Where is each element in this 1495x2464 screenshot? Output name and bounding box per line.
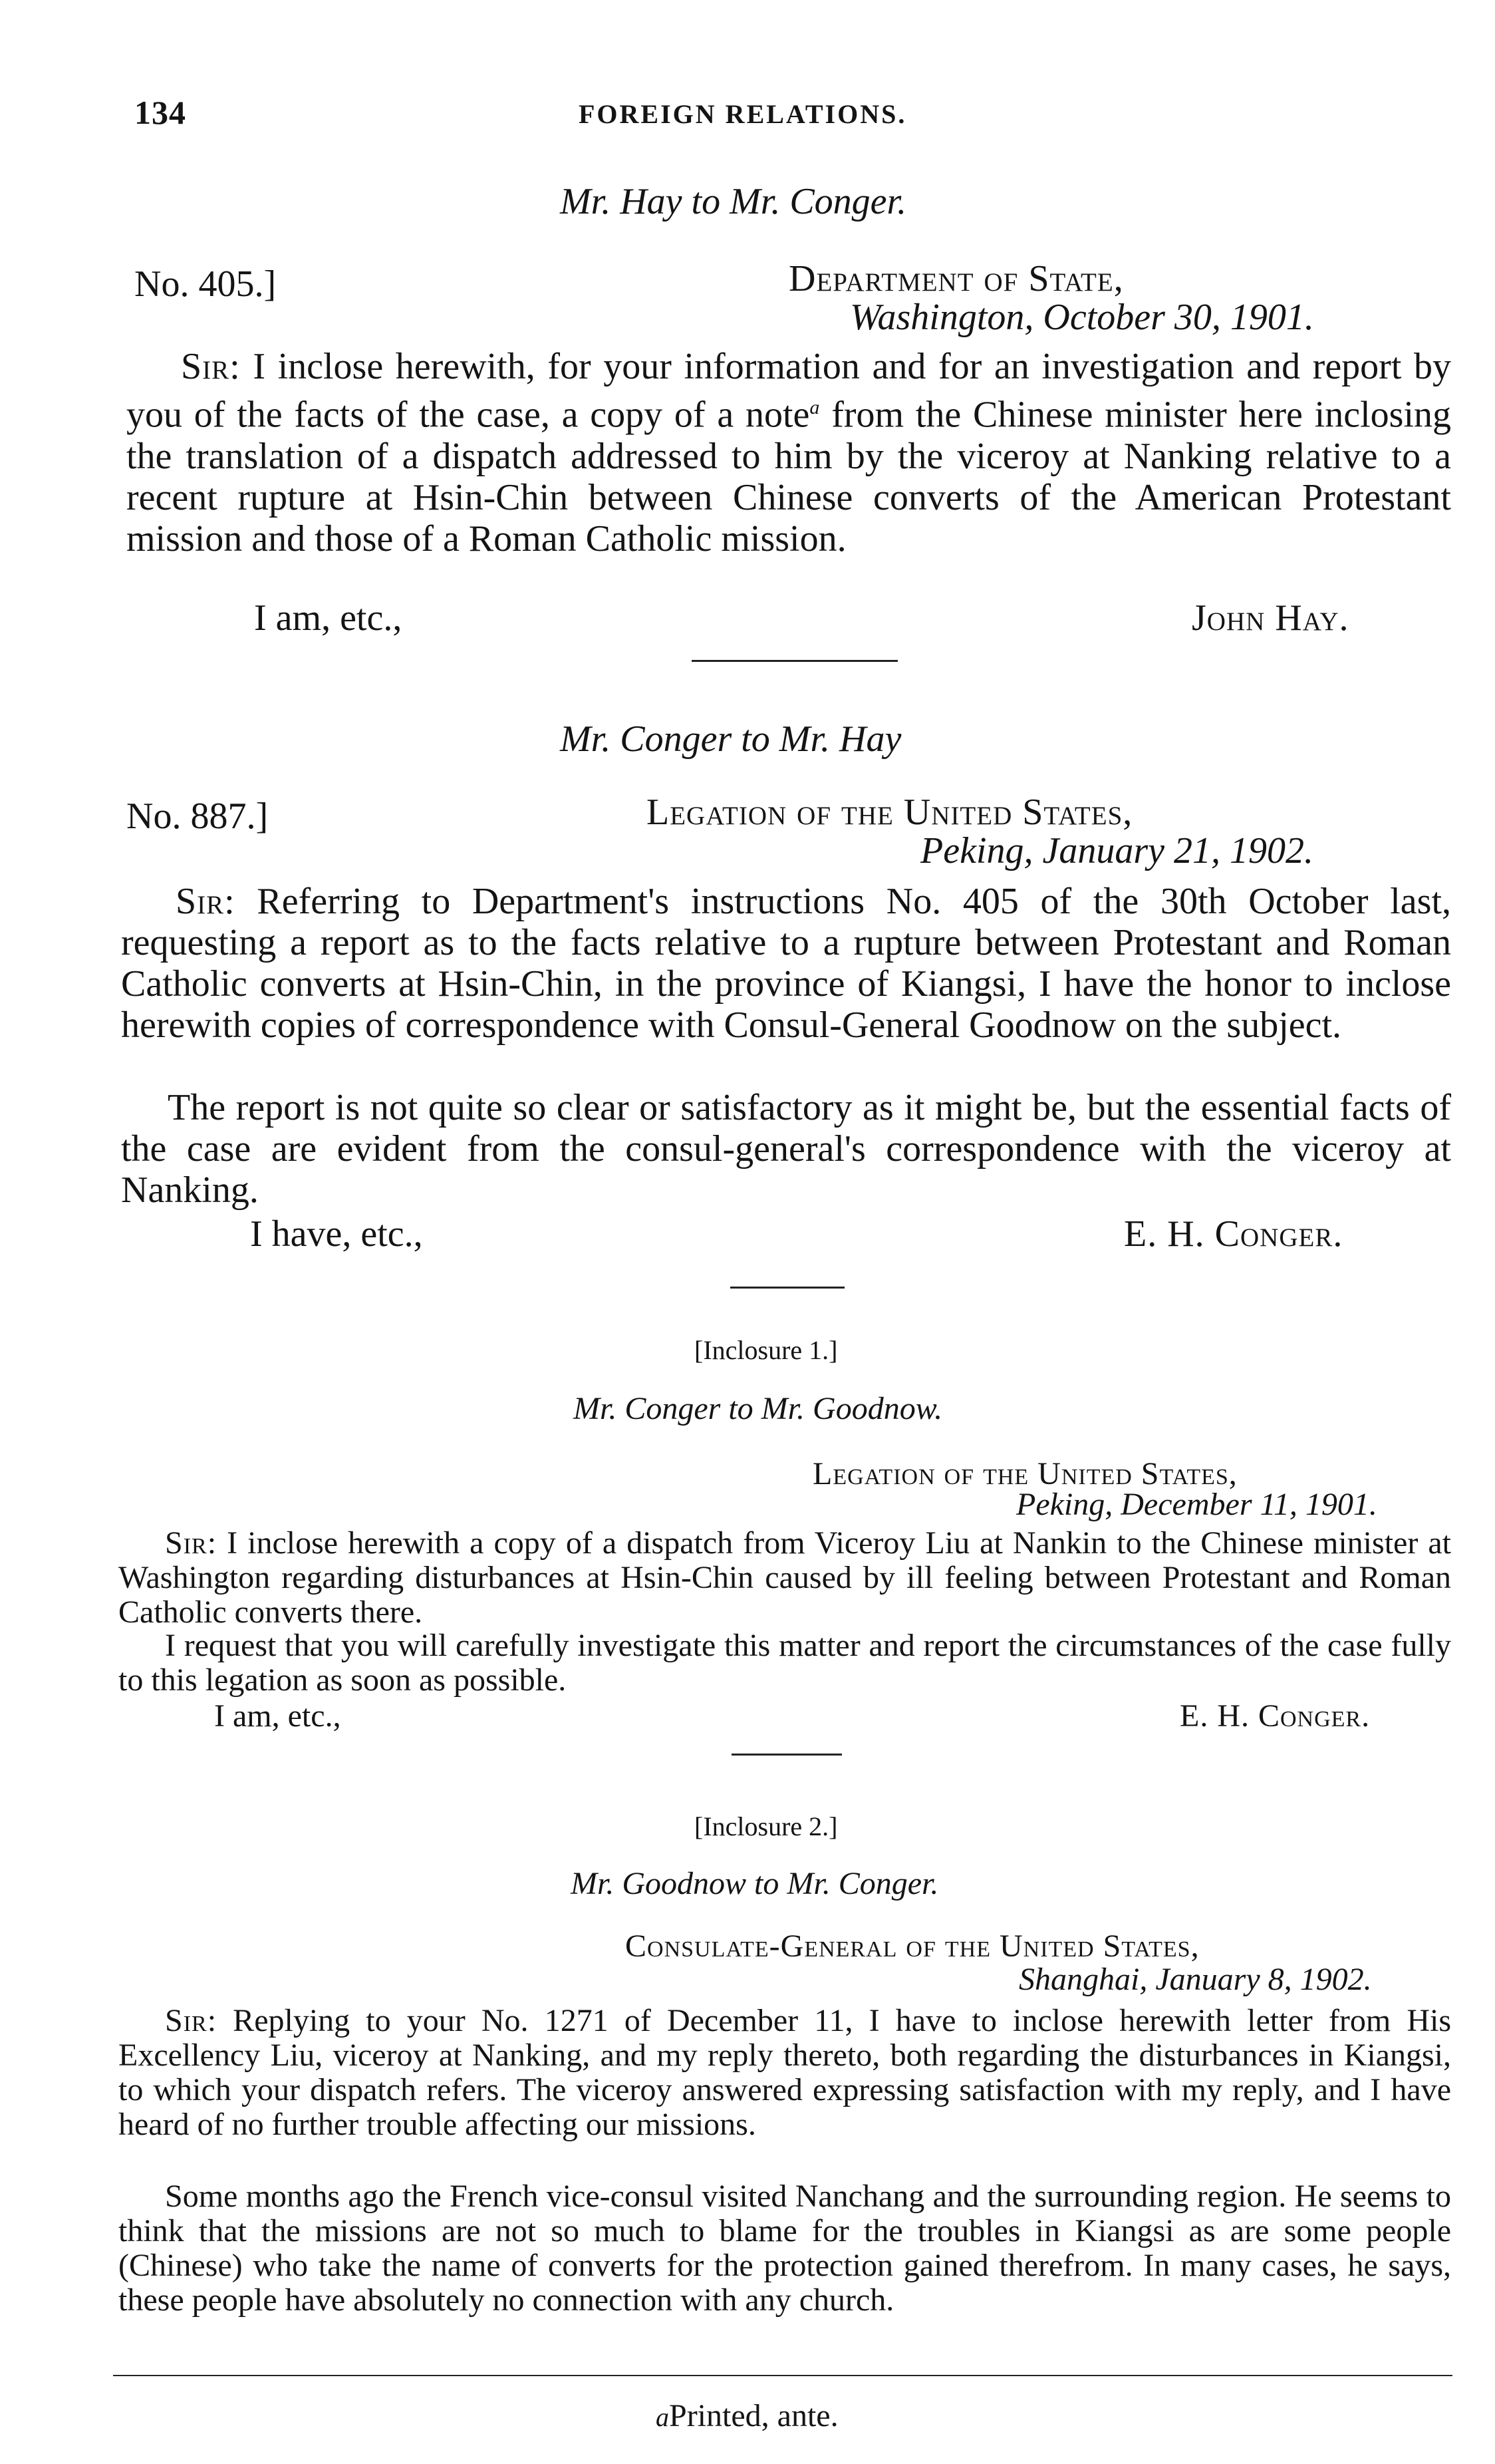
doc2-signature: E. H. Conger. — [1124, 1213, 1343, 1255]
running-title: FOREIGN RELATIONS. — [579, 99, 907, 129]
inclosure1-heading: Mr. Conger to Mr. Goodnow. — [573, 1391, 943, 1426]
doc1-heading: Mr. Hay to Mr. Conger. — [560, 181, 907, 222]
doc1-number: No. 405.] — [134, 263, 277, 305]
inclosure1-paragraph-1-text: I inclose herewith a copy of a dispatch from Viceroy Liu at Nankin to the Chinese minister at Washington regarding disturbances at Hsin-Chin caused by ill feeling between Protestant and Roman Catholic converts there. — [118, 1525, 1452, 1630]
inclosure1-salutation: Sir: — [165, 1525, 217, 1561]
inclosure1-paragraph-1 — [118, 1526, 1451, 1630]
doc2-number: No. 887.] — [126, 796, 269, 837]
doc2-paragraph-2: The report is not quite so clear or satisfactory as it might be, but the essential facts of the case are evident from the consul-general's correspondence with the viceroy at Nanking. — [121, 1087, 1451, 1211]
doc2-closing: I have, etc., — [250, 1213, 423, 1255]
inclosure2-paragraph-1-text: Replying to your No. 1271 of December 11, I have to inclose herewith letter from His Excellency Liu, viceroy at Nanking, and my reply thereto, both regarding the disturbances in Kiangsi, to which your dispatch refers. The viceroy answered expressing satisfaction with my reply, and I have heard of no further trouble affecting our missions. — [118, 2003, 1451, 2142]
page-number: 134 — [134, 94, 186, 131]
doc2-heading: Mr. Conger to Mr. Hay — [560, 718, 902, 760]
inclosure1-closing: I am, etc., — [214, 1698, 341, 1734]
doc2-salutation: Sir: — [176, 881, 235, 922]
inclosure1-paragraph-2: I request that you will carefully investigate this matter and report the circumstances of the case fully to this legation as soon as possible. — [118, 1628, 1451, 1698]
inclosure2-paragraph-2: Some months ago the French vice-consul visited Nanchang and the surrounding region. He seems to think that the missions are not so much to blame for the troubles in Kiangsi as are some people (Chinese) who take the name of converts for the protection gained therefrom. In many cases, he says, these people have absolutely no connection with any church. — [118, 2179, 1451, 2318]
section-divider — [692, 660, 898, 662]
footnote-mark: a — [656, 2402, 669, 2432]
inclosure1-signature: E. H. Conger. — [1180, 1698, 1371, 1734]
footnote-rule — [113, 2375, 1452, 2376]
doc1-office: Department of State, — [789, 258, 1124, 299]
doc1-body — [126, 346, 1451, 559]
doc2-paragraph-1-text: Referring to Department's instructions No. 405 of the 30th October last, requesting a report as to the facts relative to a rupture between Protestant and Roman Catholic converts at Hsin-Chin, in the province of Kiangsi, I have the honor to inclose herewith copies of correspondence with Consul-General Goodnow on the subject. — [121, 881, 1452, 1046]
inclosure1-office: Legation of the United States, — [813, 1456, 1238, 1491]
inclosure2-heading: Mr. Goodnow to Mr. Conger. — [571, 1866, 939, 1901]
doc1-place-date: Washington, October 30, 1901. — [850, 297, 1314, 338]
doc1-signature: John Hay. — [1192, 597, 1349, 639]
doc2-paragraph-1 — [121, 881, 1451, 1046]
inclosure2-office: Consulate-General of the United States, — [625, 1928, 1200, 1964]
doc1-salutation: Sir: — [181, 346, 241, 387]
inclosure2-label: [Inclosure 2.] — [694, 1811, 838, 1841]
section-divider — [730, 1287, 845, 1289]
doc1-body-text: I inclose herewith, for your information and for an investigation and report by you of the facts of the case, a copy of a note — [126, 346, 1452, 436]
doc2-office: Legation of the United States, — [646, 792, 1133, 833]
doc2-place-date: Peking, January 21, 1902. — [920, 830, 1313, 871]
footnote — [656, 2399, 839, 2435]
doc1-body-cont: from the Chinese minister here inclosing the translation of a dispatch addressed to him by the viceroy at Nanking relative to a recent rupture at Hsin-Chin between Chinese converts of the American Protestant mission and those of a Roman Catholic mission. — [126, 394, 1452, 559]
inclosure1-label: [Inclosure 1.] — [694, 1335, 838, 1365]
inclosure2-paragraph-1 — [118, 2004, 1451, 2142]
footnote-text: Printed, ante. — [669, 2398, 839, 2433]
inclosure1-place-date: Peking, December 11, 1901. — [1016, 1487, 1377, 1522]
inclosure2-salutation: Sir: — [165, 2003, 217, 2038]
section-divider — [732, 1754, 842, 1756]
doc1-closing: I am, etc., — [254, 597, 402, 639]
inclosure2-place-date: Shanghai, January 8, 1902. — [1019, 1962, 1372, 1997]
doc1-footnote-ref: a — [809, 396, 820, 418]
